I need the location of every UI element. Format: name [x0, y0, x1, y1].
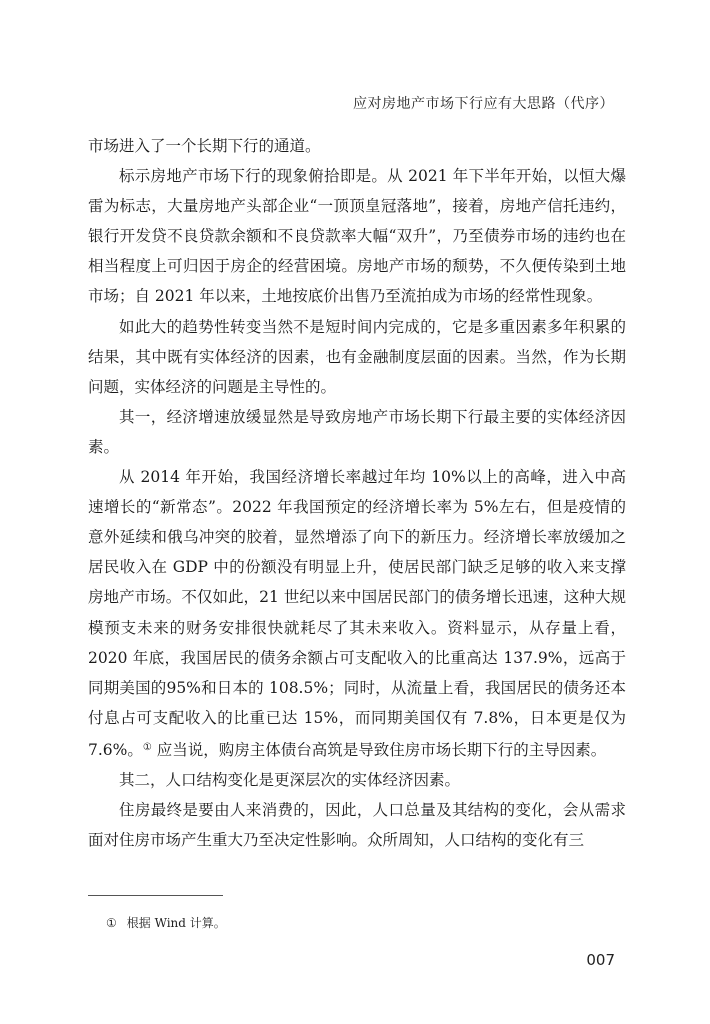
footnote: [106, 914, 226, 931]
footnote-text: 根据 Wind 计算。: [126, 916, 226, 930]
paragraph-text: 从 2014 年开始，我国经济增长率越过年均 10%以上的高峰，进入中高速增长的“新常态”。2022 年我国预定的经济增长率为 5%左右，但是疫情的意外延续和俄乌冲突的胶着，显然增添了向下的新压力。经济增长率放缓加之居民收入在 GDP 中的份额没有明显上升，使居民部门缺乏足够的收入来支撑房地产市场。不仅如此，21 世纪以来中国居民部门的债务增长迅速，这种大规模预支未来的财务安排很快就耗尽了其未来收入。资料显示，从存量上看，2020 年底，我国居民的债务余额占可支配收入的比重高达 137.9%，远高于同期美国的95%和日本的 108.5%；同时，从流量上看，我国居民的债务还本付息占可支配收入的比重已达 15%，而同期美国仅有 7.8%，日本更是仅为 7.6%。: [88, 468, 626, 759]
paragraph: 市场进入了一个长期下行的通道。: [88, 137, 321, 155]
footnote-marker: ①: [106, 916, 117, 930]
body-text: [88, 131, 626, 855]
footnote-divider: [88, 895, 223, 896]
paragraph-text: 应当说，购房主体债台高筑是导致住房市场长期下行的主导因素。: [156, 740, 607, 759]
footnote-reference: ①: [142, 741, 152, 753]
paragraph: 其一，经济增速放缓显然是导致房地产市场长期下行最主要的实体经济因素。: [88, 407, 626, 456]
paragraph: [88, 462, 626, 765]
page-number: 007: [586, 951, 615, 969]
paragraph: 其二，人口结构变化是更深层次的实体经济因素。: [119, 770, 461, 789]
running-header: 应对房地产市场下行应有大思路（代序）: [353, 96, 614, 112]
paragraph: 如此大的趋势性转变当然不是短时间内完成的，它是多重因素多年积累的结果，其中既有实体经济的因素，也有金融制度层面的因素。当然，作为长期问题，实体经济的问题是主导性的。: [88, 317, 626, 396]
paragraph: 标示房地产市场下行的现象俯拾即是。从 2021 年下半年开始，以恒大爆雷为标志，大量房地产头部企业“一顶顶皇冠落地”，接着，房地产信托违约，银行开发贷不良贷款余额和不良贷款率大幅“双升”，乃至债券市场的违约也在相当程度上可归因于房企的经营困境。房地产市场的颓势，不久便传染到土地市场；自 2021 年以来，土地按底价出售乃至流拍成为市场的经常性现象。: [88, 167, 626, 306]
paragraph: 住房最终是要由人来消费的，因此，人口总量及其结构的变化，会从需求面对住房市场产生重大乃至决定性影响。众所周知，人口结构的变化有三: [88, 801, 626, 850]
